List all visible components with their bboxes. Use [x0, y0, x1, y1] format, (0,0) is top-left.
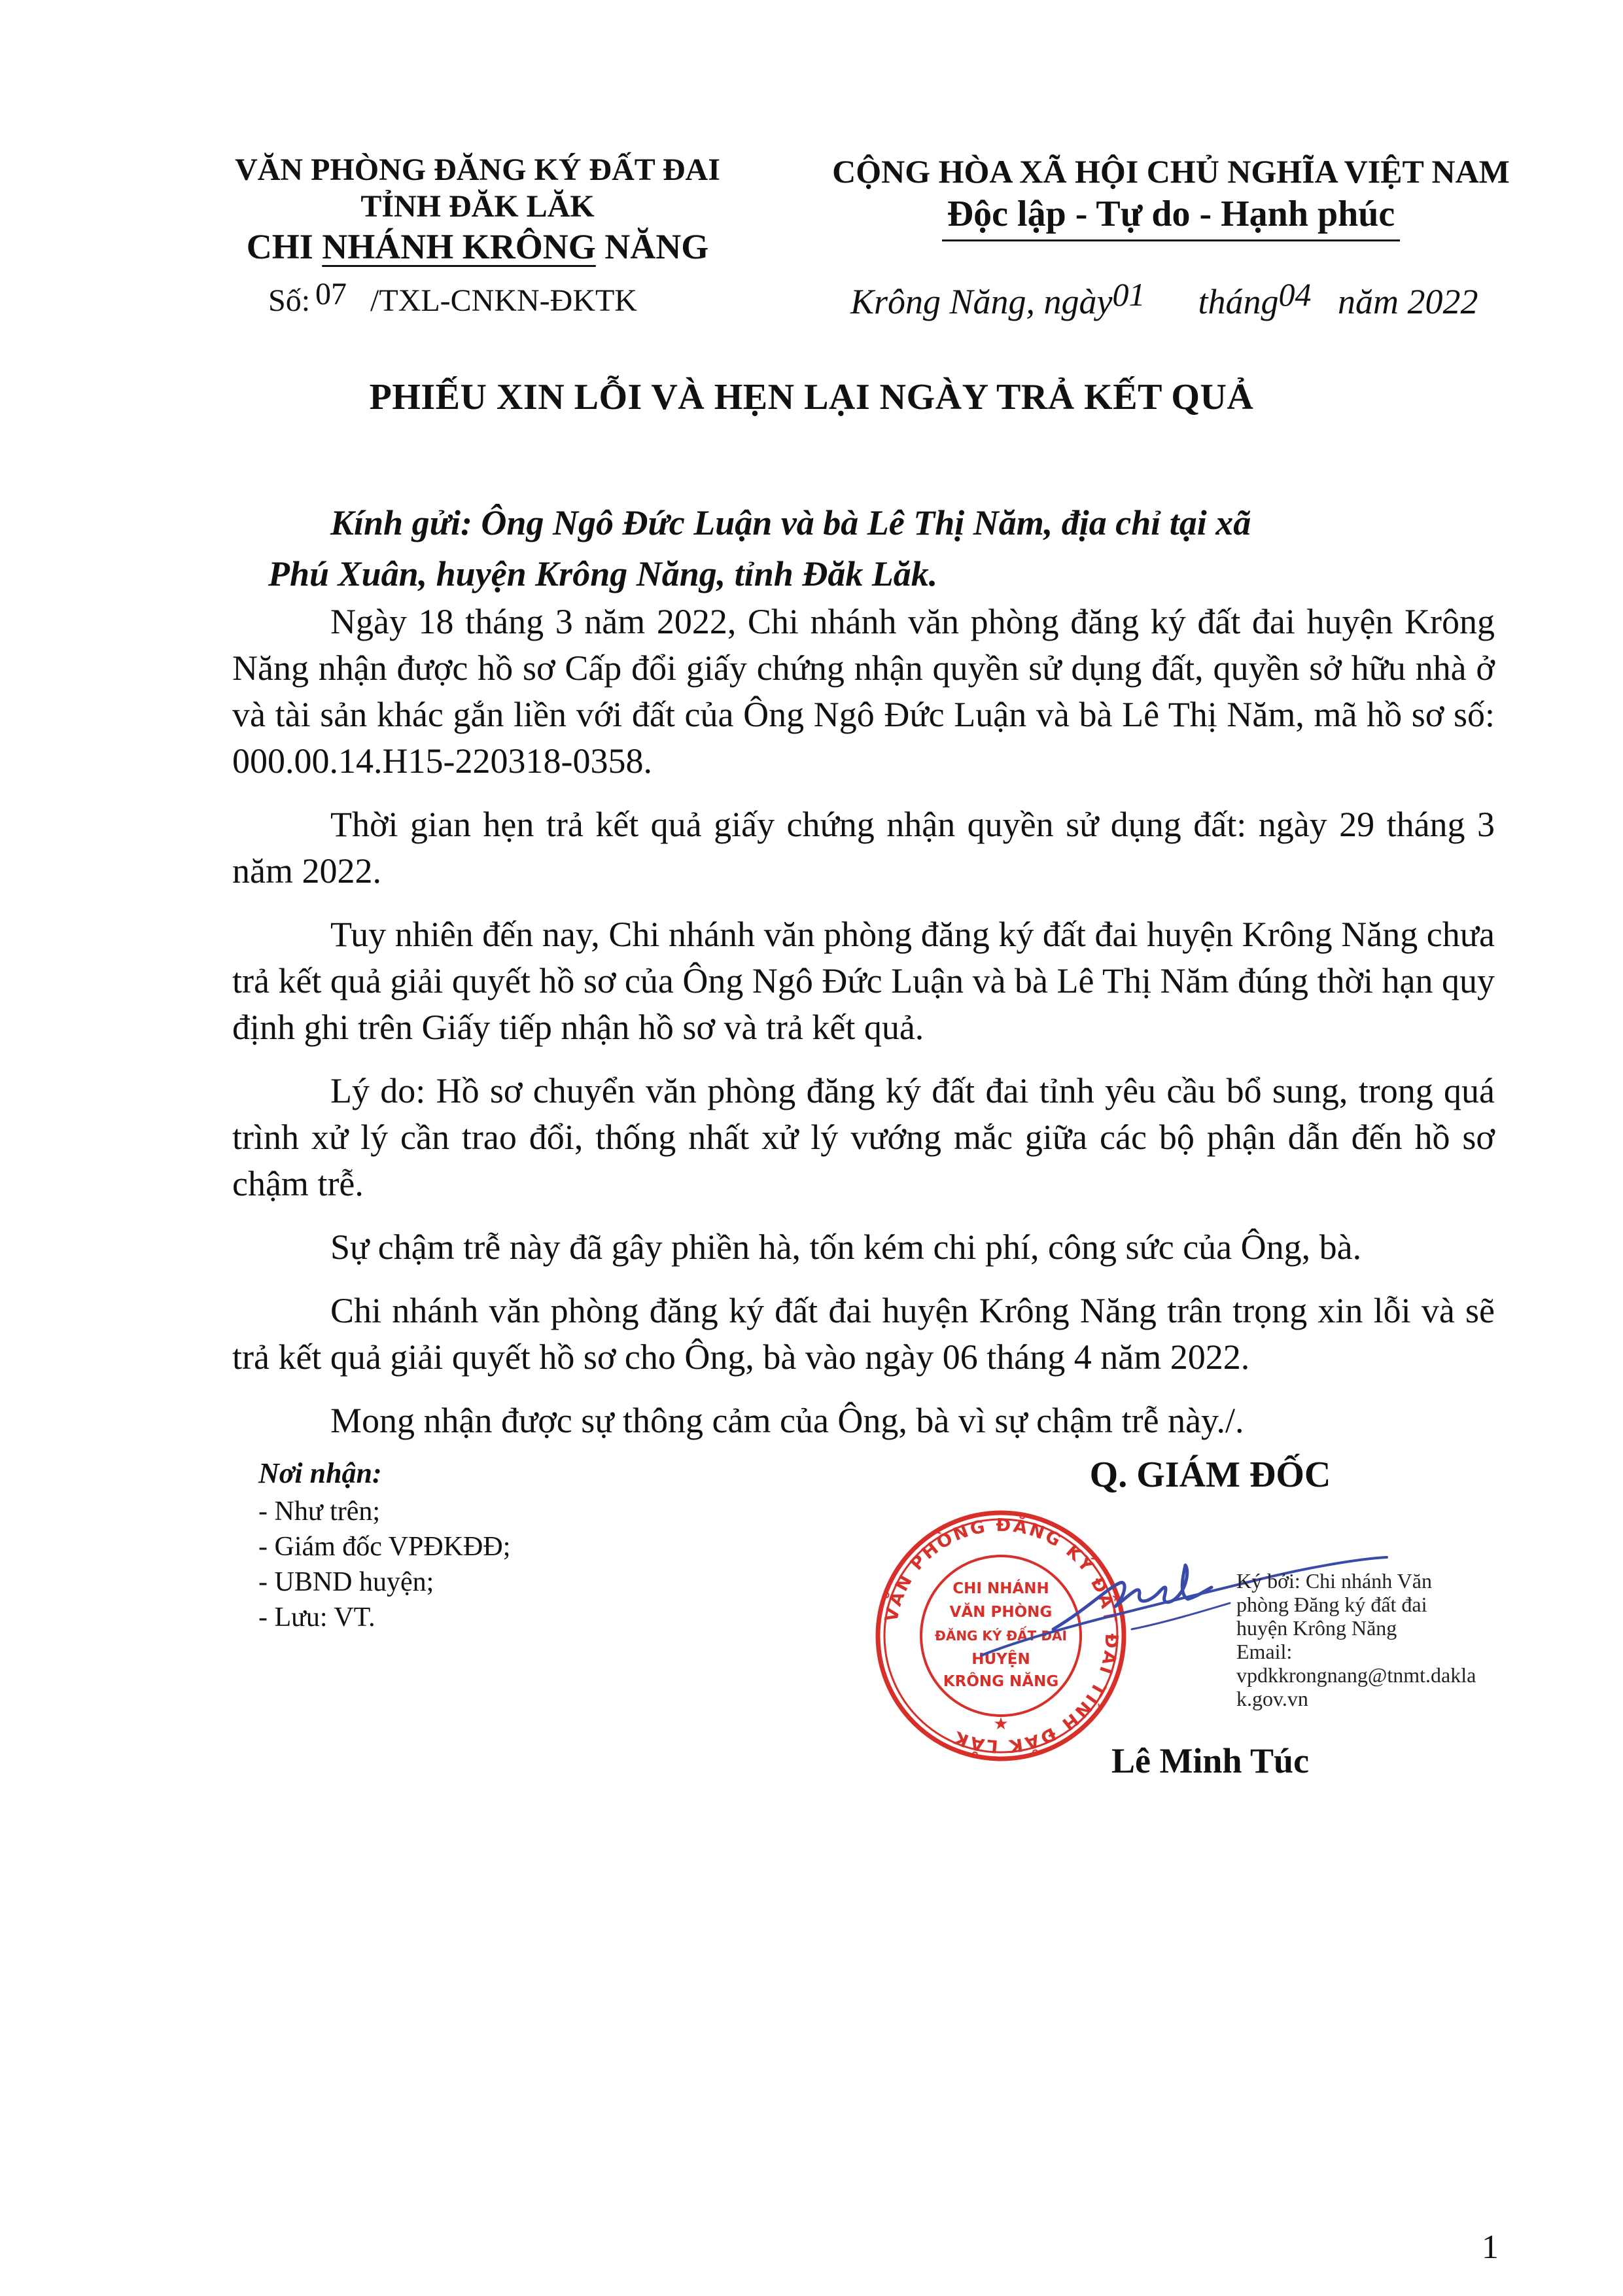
agency-line-3: CHI NHÁNH KRÔNG NĂNG	[246, 227, 709, 266]
page-number: 1	[1482, 2229, 1499, 2266]
addressee-line-2: Phú Xuân, huyện Krông Năng, tỉnh Đăk Lăk.	[268, 554, 938, 593]
recipients-list	[258, 1456, 510, 1635]
signed-by-line: vpdkkrongnang@tnmt.dakla	[1236, 1663, 1476, 1687]
body-paragraph: Lý do: Hồ sơ chuyển văn phòng đăng ký đất đai tỉnh yêu cầu bổ sung, trong quá trình xử lý cần trao đổi, thống nhất xử lý vướng mắc giữa các bộ phận dẫn đến hồ sơ chậm trễ.	[232, 1071, 1495, 1203]
date-month: 04	[1278, 276, 1312, 313]
national-motto: Độc lập - Tự do - Hạnh phúc	[947, 194, 1395, 234]
seal-inner-line: CHI NHÁNH	[952, 1580, 1049, 1597]
body-paragraph: Mong nhận được sự thông cảm của Ông, bà vì sự chậm trễ này./.	[330, 1401, 1244, 1440]
seal-inner-line: KRÔNG NĂNG	[943, 1673, 1059, 1690]
ref-code: /TXL-CNKN-ĐKTK	[370, 283, 637, 318]
digital-signature-info	[1236, 1569, 1518, 1710]
date-month-label: tháng	[1198, 282, 1279, 321]
recipient-item: - Như trên;	[258, 1496, 381, 1527]
addressee	[268, 497, 1482, 599]
date-day: 01	[1112, 276, 1145, 313]
body-paragraph: Ngày 18 tháng 3 năm 2022, Chi nhánh văn phòng đăng ký đất đai huyện Krông Năng nhận được hồ sơ Cấp đổi giấy chứng nhận quyền sử dụng đất, quyền sở hữu nhà ở và tài sản khác gắn liền với đất của Ông Ngô Đức Luận và bà Lê Thị Năm, mã hồ sơ số: 000.00.14.H15-220318-0358.	[232, 602, 1495, 781]
agency-line-1: VĂN PHÒNG ĐĂNG KÝ ĐẤT ĐAI	[235, 152, 720, 187]
agency-line-2: TỈNH ĐĂK LĂK	[360, 189, 595, 224]
signed-by-line: huyện Krông Năng	[1236, 1616, 1397, 1640]
seal-outer-text: VĂN PHÒNG ĐĂNG KÝ ĐẤT ĐAI TỈNH ĐĂK LĂK	[881, 1515, 1122, 1757]
body-paragraph: Chi nhánh văn phòng đăng ký đất đai huyện Krông Năng trân trọng xin lỗi và sẽ trả kết quả giải quyết hồ sơ cho Ông, bà vào ngày 06 tháng 4 năm 2022.	[232, 1291, 1495, 1377]
recipient-item: - UBND huyện;	[258, 1567, 434, 1597]
body-paragraph: Sự chậm trễ này đã gây phiền hà, tốn kém chi phí, công sức của Ông, bà.	[330, 1227, 1362, 1267]
signed-by-line: phòng Đăng ký đất đai	[1236, 1593, 1427, 1616]
date-place: Krông Năng, ngày	[850, 282, 1113, 321]
letter-body	[232, 599, 1495, 1461]
national-title: CỘNG HÒA XÃ HỘI CHỦ NGHĨA VIỆT NAM	[832, 153, 1510, 190]
recipients-title: Nơi nhận:	[258, 1457, 382, 1489]
ref-number: 07	[315, 277, 347, 311]
signed-by-line: k.gov.vn	[1236, 1687, 1308, 1710]
signed-by-line: Email:	[1236, 1640, 1293, 1663]
signer-position: Q. GIÁM ĐỐC	[1089, 1455, 1331, 1495]
seal-inner-line: ĐĂNG KÝ ĐẤT ĐAI	[935, 1628, 1067, 1644]
recipient-item: - Giám đốc VPĐKĐĐ;	[258, 1532, 511, 1562]
addressee-line-1: Kính gửi: Ông Ngô Đức Luận và bà Lê Thị Năm, địa chỉ tại xã	[330, 503, 1251, 542]
signer-name: Lê Minh Túc	[1111, 1741, 1310, 1780]
ref-label: Số:	[268, 283, 311, 318]
document-title: PHIẾU XIN LỖI VÀ HẸN LẠI NGÀY TRẢ KẾT QUẢ	[369, 377, 1254, 417]
national-header-block	[811, 152, 1531, 241]
seal-inner-line: HUYỆN	[971, 1651, 1030, 1668]
date-year: năm 2022	[1338, 282, 1478, 321]
document-date	[850, 276, 1478, 322]
signed-by-line: Ký bởi: Chi nhánh Văn	[1236, 1569, 1432, 1593]
recipient-item: - Lưu: VT.	[258, 1602, 375, 1633]
motto-underline	[942, 239, 1400, 241]
svg-text:★: ★	[993, 1714, 1009, 1733]
document-reference	[268, 277, 637, 319]
seal-inner-line: VĂN PHÒNG	[949, 1604, 1053, 1621]
body-paragraph: Tuy nhiên đến nay, Chi nhánh văn phòng đăng ký đất đai huyện Krông Năng chưa trả kết quả giải quyết hồ sơ của Ông Ngô Đức Luận và bà Lê Thị Năm đúng thời hạn quy định ghi trên Giấy tiếp nhận hồ sơ và trả kết quả.	[232, 915, 1495, 1047]
body-paragraph: Thời gian hẹn trả kết quả giấy chứng nhận quyền sử dụng đất: ngày 29 tháng 3 năm 2022.	[232, 805, 1495, 891]
issuing-agency-block	[190, 152, 765, 268]
